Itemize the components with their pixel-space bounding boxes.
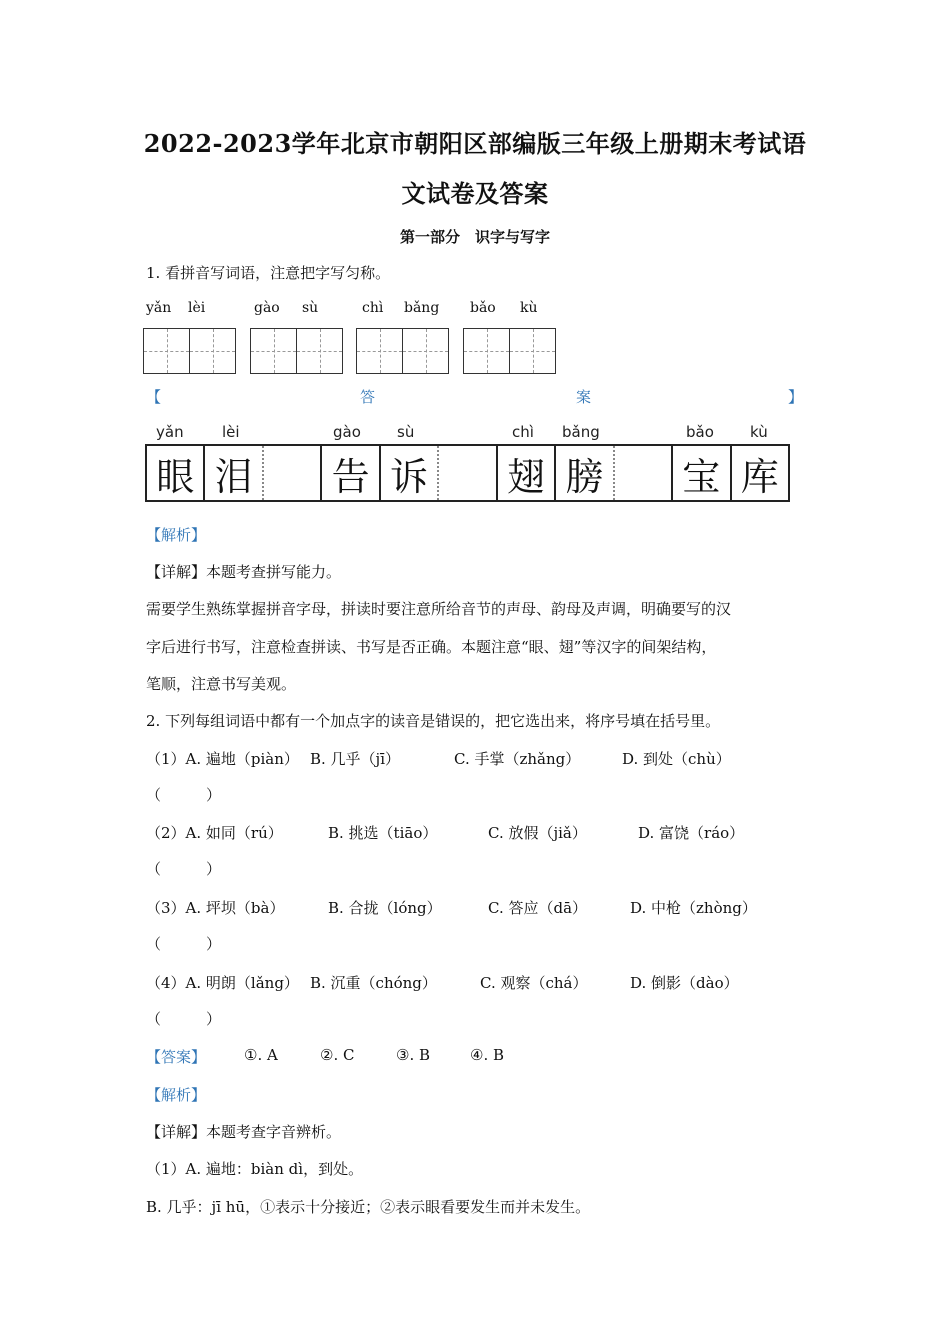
pinyin-label: bǎng <box>404 300 440 316</box>
answer-bracket-open: 【 <box>146 388 162 406</box>
answer-char: 宝 <box>671 446 729 500</box>
answer-grid <box>145 444 790 502</box>
answer-value: ④. B <box>470 1046 505 1064</box>
answer-char: 翅 <box>496 446 554 500</box>
option-a: （4）A. 明朗（lǎng） <box>146 974 299 992</box>
document-title-line-2: 文试卷及答案 <box>401 179 549 208</box>
section-heading: 第一部分 识字与写字 <box>399 228 550 246</box>
option-b: B. 几乎（jī） <box>310 750 401 768</box>
answer-pinyin: lèi <box>222 423 240 441</box>
answer-pinyin: sù <box>397 423 415 441</box>
option-b: B. 合拢（lóng） <box>328 899 442 917</box>
writing-grid[interactable] <box>250 328 343 374</box>
detail-line: 【详解】本题考查拼写能力。 <box>146 563 342 581</box>
analysis-label: 【解析】 <box>146 1086 207 1104</box>
explanation-line: 笔顺，注意书写美观。 <box>146 675 297 693</box>
answer-pinyin: chì <box>512 423 534 441</box>
answer-blank[interactable]: （ ） <box>146 935 222 953</box>
grid-spacer <box>437 446 495 500</box>
option-a: （1）A. 遍地（piàn） <box>146 750 299 768</box>
option-c: C. 答应（dā） <box>488 899 588 917</box>
option-d: D. 富饶（ráo） <box>638 824 745 842</box>
answer-blank[interactable]: （ ） <box>146 786 222 804</box>
answer-char: 眼 <box>156 454 195 499</box>
option-c: C. 观察（chá） <box>480 974 588 992</box>
analysis-label: 【解析】 <box>146 526 207 544</box>
answer-value: ①. A <box>244 1046 278 1064</box>
answer-blank[interactable]: （ ） <box>146 860 222 878</box>
answer-blank[interactable]: （ ） <box>146 1010 222 1028</box>
explanation-line: （1）A. 遍地：biàn dì，到处。 <box>146 1160 364 1178</box>
pinyin-label: lèi <box>188 300 206 316</box>
answer-label: 【答案】 <box>146 1048 207 1066</box>
answer-pinyin: kù <box>750 423 768 441</box>
option-d: D. 到处（chù） <box>622 750 731 768</box>
option-b: B. 挑选（tiāo） <box>328 824 438 842</box>
writing-grid[interactable] <box>356 328 449 374</box>
answer-char: 库 <box>730 446 788 500</box>
pinyin-label: gào <box>254 300 280 316</box>
pinyin-label: bǎo <box>470 300 496 316</box>
pinyin-label: yǎn <box>146 300 172 316</box>
answer-label: 案 <box>576 388 592 406</box>
pinyin-label: chì <box>362 300 384 316</box>
writing-grid[interactable] <box>143 328 236 374</box>
explanation-line: B. 几乎：jī hū，①表示十分接近；②表示眼看要发生而并未发生。 <box>146 1198 591 1216</box>
answer-label: 答 <box>360 388 376 406</box>
detail-line: 【详解】本题考查字音辨析。 <box>146 1123 342 1141</box>
grid-spacer <box>613 446 671 500</box>
option-d: D. 倒影（dào） <box>630 974 739 992</box>
answer-char: 告 <box>320 446 378 500</box>
writing-grid[interactable] <box>463 328 556 374</box>
option-c: C. 手掌（zhǎng） <box>454 750 581 768</box>
answer-pinyin: gào <box>333 423 361 441</box>
pinyin-label: sù <box>302 300 319 316</box>
document-title-line-1: 2022-2023学年北京市朝阳区部编版三年级上册期末考试语 <box>143 129 807 158</box>
option-c: C. 放假（jiǎ） <box>488 824 587 842</box>
explanation-line: 字后进行书写，注意检查拼读、书写是否正确。本题注意“眼、翅”等汉字的间架结构， <box>146 638 717 656</box>
option-a: （3）A. 坪坝（bà） <box>146 899 285 917</box>
option-d: D. 中枪（zhòng） <box>630 899 757 917</box>
answer-char: 泪 <box>203 446 261 500</box>
answer-pinyin: bǎo <box>686 423 714 441</box>
answer-value: ②. C <box>320 1046 355 1064</box>
grid-spacer <box>262 446 320 500</box>
answer-pinyin: bǎng <box>562 423 600 441</box>
option-b: B. 沉重（chóng） <box>310 974 437 992</box>
q2-prompt: 2. 下列每组词语中都有一个加点字的读音是错误的，把它选出来，将序号填在括号里。 <box>146 712 721 730</box>
option-a: （2）A. 如同（rú） <box>146 824 283 842</box>
answer-value: ③. B <box>396 1046 431 1064</box>
answer-char: 膀 <box>554 446 612 500</box>
explanation-line: 需要学生熟练掌握拼音字母，拼读时要注意所给音节的声母、韵母及声调，明确要写的汉 <box>146 600 732 618</box>
q1-prompt: 1. 看拼音写词语，注意把字写匀称。 <box>146 264 391 282</box>
pinyin-label: kù <box>520 300 538 316</box>
answer-pinyin: yǎn <box>156 423 184 441</box>
answer-bracket-close: 】 <box>788 388 804 406</box>
answer-char: 诉 <box>379 446 437 500</box>
